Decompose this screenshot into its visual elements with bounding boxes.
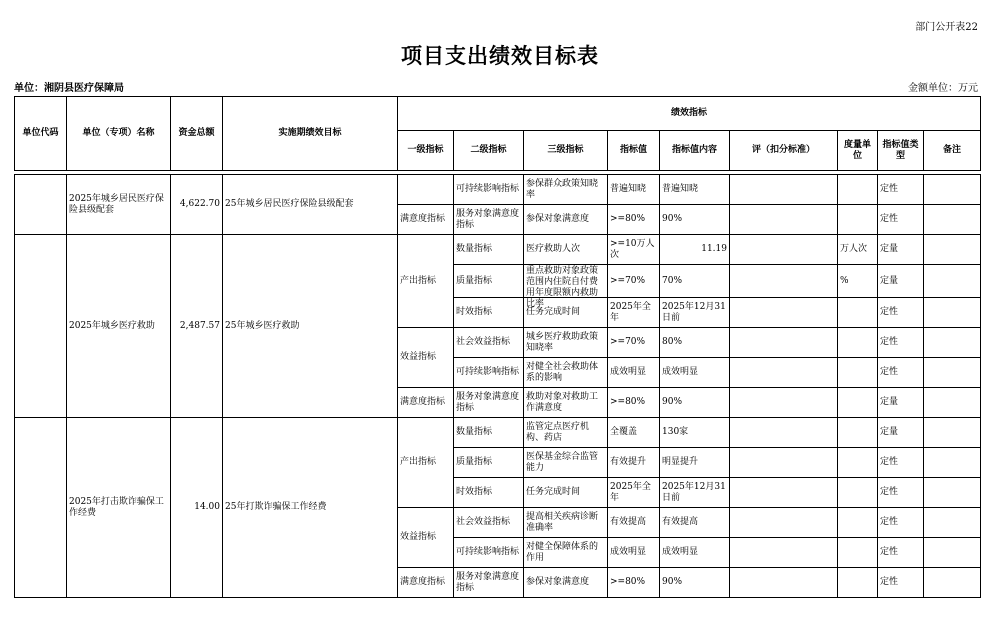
content-cell: 80% (660, 328, 730, 358)
value-cell: >=10万人次 (608, 235, 660, 265)
level3-cell: 城乡医疗救助政策知晓率 (524, 328, 608, 358)
scoring-cell (730, 175, 838, 205)
type-cell: 定量 (878, 265, 924, 298)
level3-cell: 参保对象满意度 (524, 205, 608, 235)
unit-cell (838, 175, 878, 205)
scoring-cell (730, 538, 838, 568)
level3-cell: 提高相关疾病诊断准确率 (524, 508, 608, 538)
header-goal: 实施期绩效目标 (223, 97, 398, 171)
value-cell: >=70% (608, 265, 660, 298)
type-cell: 定性 (878, 448, 924, 478)
value-cell: >=80% (608, 205, 660, 235)
table-row (15, 175, 981, 205)
scoring-cell (730, 358, 838, 388)
level3-cell: 医疗救助人次 (524, 235, 608, 265)
content-cell: 普遍知晓 (660, 175, 730, 205)
level2-cell: 服务对象满意度指标 (454, 388, 524, 418)
level3-cell: 监管定点医疗机构、药店 (524, 418, 608, 448)
unit-cell (838, 328, 878, 358)
page-title: 项目支出绩效目标表 (401, 44, 599, 68)
level2-cell: 社会效益指标 (454, 508, 524, 538)
content-cell: 130家 (660, 418, 730, 448)
level3-cell: 救助对象对救助工作满意度 (524, 388, 608, 418)
value-cell: 成效明显 (608, 358, 660, 388)
content-cell: 70% (660, 265, 730, 298)
level1-cell: 满意度指标 (398, 205, 454, 235)
type-cell: 定性 (878, 478, 924, 508)
type-cell: 定性 (878, 298, 924, 328)
level2-cell: 可持续影响指标 (454, 358, 524, 388)
level2-cell: 可持续影响指标 (454, 175, 524, 205)
value-cell: 2025年全年 (608, 478, 660, 508)
level2-cell: 可持续影响指标 (454, 538, 524, 568)
type-cell: 定性 (878, 508, 924, 538)
remark-cell (924, 418, 981, 448)
content-cell: 明显提升 (660, 448, 730, 478)
scoring-cell (730, 388, 838, 418)
scoring-cell (730, 205, 838, 235)
value-cell: 普遍知晓 (608, 175, 660, 205)
level2-cell: 时效指标 (454, 298, 524, 328)
header-measure-unit: 度量单位 (838, 131, 878, 171)
header-level1: 一级指标 (398, 131, 454, 171)
level1-cell: 满意度指标 (398, 388, 454, 418)
remark-cell (924, 205, 981, 235)
scoring-cell (730, 508, 838, 538)
scoring-cell (730, 328, 838, 358)
remark-cell (924, 235, 981, 265)
unit-label: 单位：湘阴县医疗保障局 (14, 83, 124, 94)
type-cell: 定性 (878, 358, 924, 388)
unit-cell (838, 508, 878, 538)
unit-cell (838, 478, 878, 508)
header-row-1 (15, 97, 981, 131)
remark-cell (924, 298, 981, 328)
unit-cell (838, 418, 878, 448)
header-unit-code: 单位代码 (15, 97, 67, 171)
amount-cell: 4,622.70 (171, 175, 223, 235)
type-cell: 定性 (878, 568, 924, 598)
remark-cell (924, 388, 981, 418)
content-cell: 有效提高 (660, 508, 730, 538)
type-cell: 定性 (878, 538, 924, 568)
header-value-type: 指标值类型 (878, 131, 924, 171)
value-cell: >=80% (608, 388, 660, 418)
level2-cell: 质量指标 (454, 265, 524, 298)
unit-cell (838, 388, 878, 418)
level2-cell: 社会效益指标 (454, 328, 524, 358)
performance-table (14, 96, 981, 598)
level2-cell: 数量指标 (454, 235, 524, 265)
content-cell: 成效明显 (660, 538, 730, 568)
level1-cell: 产出指标 (398, 235, 454, 328)
project-name-cell: 2025年城乡医疗救助 (67, 235, 171, 418)
value-cell: 有效提升 (608, 448, 660, 478)
unit-cell (838, 448, 878, 478)
level1-cell: 满意度指标 (398, 568, 454, 598)
unit-cell (838, 205, 878, 235)
remark-cell (924, 448, 981, 478)
type-cell: 定量 (878, 235, 924, 265)
header-level2: 二级指标 (454, 131, 524, 171)
unit-cell (838, 298, 878, 328)
table-row (15, 235, 981, 265)
unit-code-cell (15, 175, 67, 235)
value-cell: 有效提高 (608, 508, 660, 538)
remark-cell (924, 568, 981, 598)
level3-cell: 任务完成时间 (524, 478, 608, 508)
remark-cell (924, 478, 981, 508)
unit-code-cell (15, 418, 67, 598)
header-level3: 三级指标 (524, 131, 608, 171)
unit-cell (838, 568, 878, 598)
type-cell: 定性 (878, 205, 924, 235)
remark-cell (924, 175, 981, 205)
scoring-cell (730, 478, 838, 508)
content-cell: 90% (660, 568, 730, 598)
remark-cell (924, 508, 981, 538)
value-cell: 全覆盖 (608, 418, 660, 448)
header-indicators: 绩效指标 (398, 97, 981, 131)
level2-cell: 时效指标 (454, 478, 524, 508)
project-name-cell: 2025年打击欺诈骗保工作经费 (67, 418, 171, 598)
scoring-cell (730, 265, 838, 298)
content-cell: 2025年12月31日前 (660, 298, 730, 328)
remark-cell (924, 358, 981, 388)
value-cell: >=70% (608, 328, 660, 358)
form-number: 部门公开表22 (915, 22, 978, 33)
unit-cell: 万人次 (838, 235, 878, 265)
level2-cell: 服务对象满意度指标 (454, 205, 524, 235)
content-cell: 成效明显 (660, 358, 730, 388)
unit-code-cell (15, 235, 67, 418)
goal-cell: 25年城乡医疗救助 (223, 235, 398, 418)
level1-cell: 效益指标 (398, 328, 454, 388)
amount-cell: 2,487.57 (171, 235, 223, 418)
level3-cell: 对健全社会救助体系的影响 (524, 358, 608, 388)
money-unit-label: 金额单位：万元 (908, 83, 978, 94)
project-name-cell: 2025年城乡居民医疗保险县级配套 (67, 175, 171, 235)
value-cell: >=80% (608, 568, 660, 598)
unit-cell: % (838, 265, 878, 298)
header-value: 指标值 (608, 131, 660, 171)
amount-cell: 14.00 (171, 418, 223, 598)
header-remark: 备注 (924, 131, 981, 171)
scoring-cell (730, 568, 838, 598)
level3-cell: 医保基金综合监管能力 (524, 448, 608, 478)
level1-cell: 效益指标 (398, 508, 454, 568)
content-cell: 2025年12月31日前 (660, 478, 730, 508)
goal-cell: 25年城乡居民医疗保险县级配套 (223, 175, 398, 235)
level3-cell: 重点救助对象政策范围内住院自付费用年度限额内救助比率 (524, 265, 608, 298)
type-cell: 定性 (878, 328, 924, 358)
unit-cell (838, 358, 878, 388)
level2-cell: 质量指标 (454, 448, 524, 478)
level3-cell: 任务完成时间 (524, 298, 608, 328)
level3-cell: 参保对象满意度 (524, 568, 608, 598)
scoring-cell (730, 418, 838, 448)
level2-cell: 数量指标 (454, 418, 524, 448)
content-cell: 90% (660, 388, 730, 418)
header-value-content: 指标值内容 (660, 131, 730, 171)
type-cell: 定性 (878, 175, 924, 205)
content-cell: 90% (660, 205, 730, 235)
type-cell: 定量 (878, 418, 924, 448)
level1-cell: 产出指标 (398, 418, 454, 508)
scoring-cell (730, 235, 838, 265)
value-cell: 2025年全年 (608, 298, 660, 328)
level3-cell: 对健全保障体系的作用 (524, 538, 608, 568)
header-project-name: 单位（专项）名称 (67, 97, 171, 171)
content-cell: 11.19 (660, 235, 730, 265)
goal-cell: 25年打欺诈骗保工作经费 (223, 418, 398, 598)
remark-cell (924, 538, 981, 568)
unit-cell (838, 538, 878, 568)
remark-cell (924, 265, 981, 298)
header-total-funds: 资金总额 (171, 97, 223, 171)
scoring-cell (730, 298, 838, 328)
level2-cell: 服务对象满意度指标 (454, 568, 524, 598)
table-row (15, 418, 981, 448)
value-cell: 成效明显 (608, 538, 660, 568)
scoring-cell (730, 448, 838, 478)
header-scoring: 评（扣分标准） (730, 131, 838, 171)
remark-cell (924, 328, 981, 358)
level3-cell: 参保群众政策知晓率 (524, 175, 608, 205)
level1-cell (398, 175, 454, 205)
type-cell: 定量 (878, 388, 924, 418)
